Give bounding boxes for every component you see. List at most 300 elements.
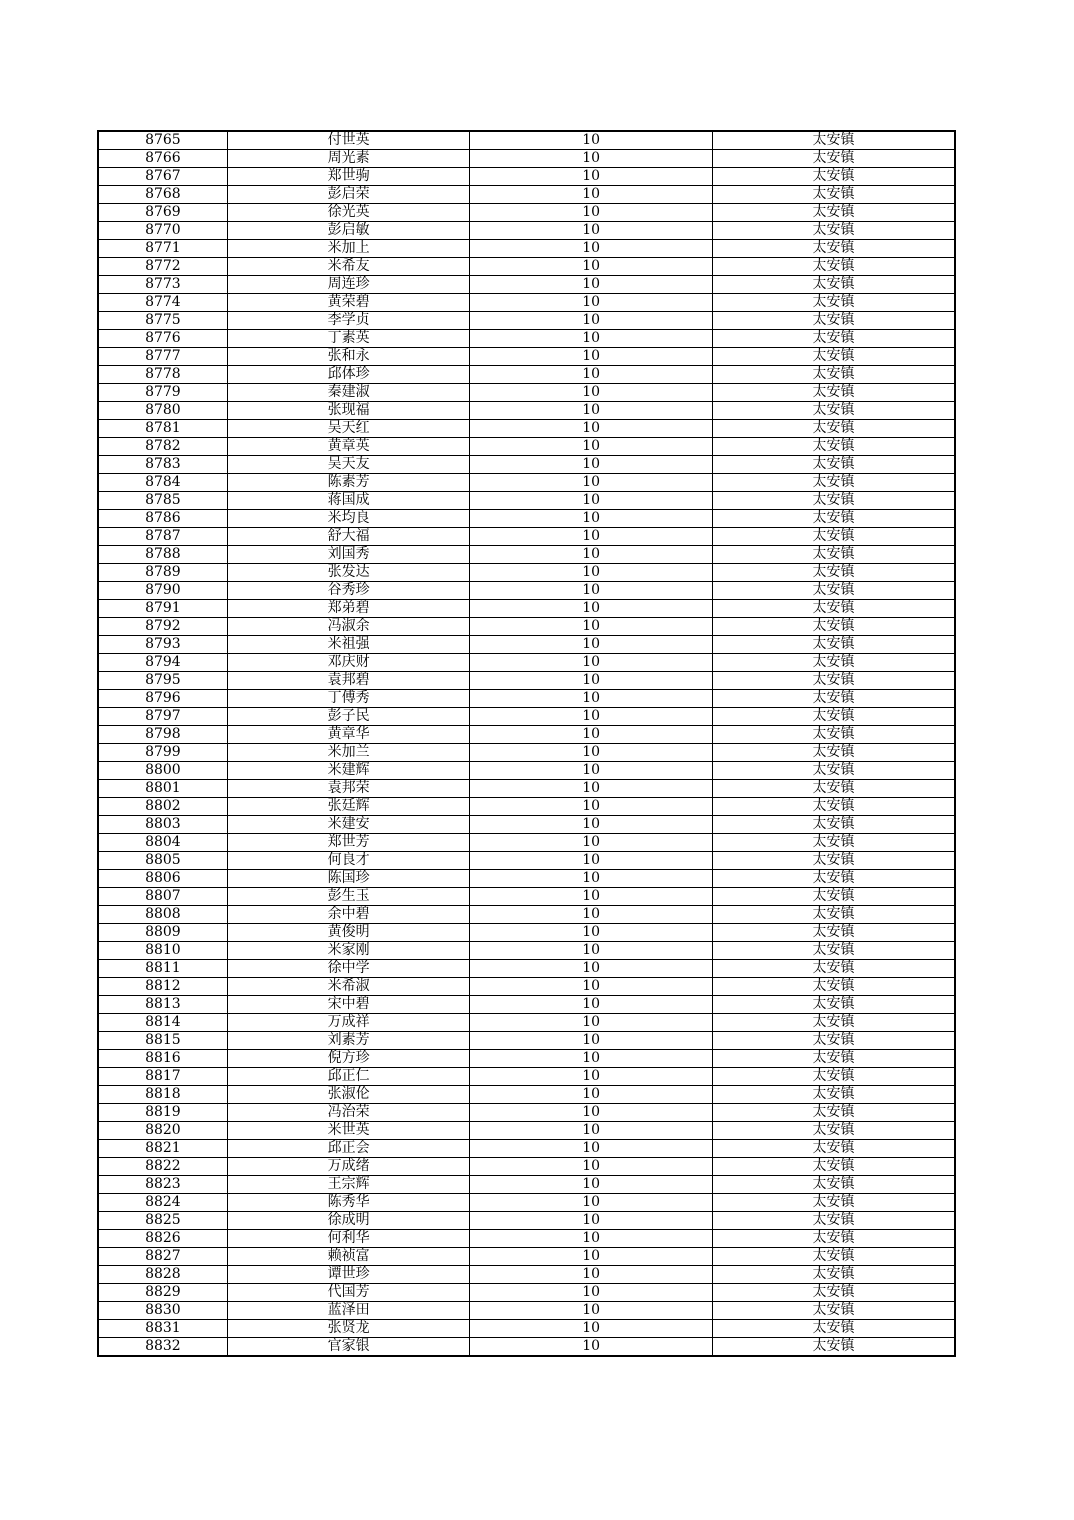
name-cell: 吴天友 (227, 456, 470, 474)
table-row (98, 1158, 955, 1176)
town-cell: 太安镇 (712, 1248, 955, 1266)
amount-cell: 10 (470, 474, 713, 492)
name-cell: 刘素芳 (227, 1032, 470, 1050)
town-cell: 太安镇 (712, 276, 955, 294)
table-row (98, 906, 955, 924)
name-cell: 黄荣碧 (227, 294, 470, 312)
row-id-cell: 8832 (98, 1338, 227, 1357)
amount-cell: 10 (470, 600, 713, 618)
name-cell: 李学贞 (227, 312, 470, 330)
name-cell: 张现福 (227, 402, 470, 420)
town-cell: 太安镇 (712, 618, 955, 636)
town-cell: 太安镇 (712, 888, 955, 906)
name-cell: 冯治荣 (227, 1104, 470, 1122)
row-id-cell: 8791 (98, 600, 227, 618)
table-body (98, 131, 955, 1356)
name-cell: 宋中碧 (227, 996, 470, 1014)
town-cell: 太安镇 (712, 942, 955, 960)
row-id-cell: 8765 (98, 131, 227, 150)
row-id-cell: 8818 (98, 1086, 227, 1104)
table-row (98, 798, 955, 816)
amount-cell: 10 (470, 1176, 713, 1194)
table-row (98, 780, 955, 798)
table-row (98, 1266, 955, 1284)
name-cell: 张廷辉 (227, 798, 470, 816)
row-id-cell: 8830 (98, 1302, 227, 1320)
town-cell: 太安镇 (712, 240, 955, 258)
name-cell: 郑世芳 (227, 834, 470, 852)
town-cell: 太安镇 (712, 294, 955, 312)
row-id-cell: 8800 (98, 762, 227, 780)
row-id-cell: 8795 (98, 672, 227, 690)
town-cell: 太安镇 (712, 1230, 955, 1248)
table-row (98, 942, 955, 960)
amount-cell: 10 (470, 744, 713, 762)
town-cell: 太安镇 (712, 1320, 955, 1338)
name-cell: 彭启荣 (227, 186, 470, 204)
town-cell: 太安镇 (712, 1032, 955, 1050)
row-id-cell: 8809 (98, 924, 227, 942)
table-row (98, 924, 955, 942)
amount-cell: 10 (470, 204, 713, 222)
table-row (98, 960, 955, 978)
row-id-cell: 8820 (98, 1122, 227, 1140)
town-cell: 太安镇 (712, 1302, 955, 1320)
row-id-cell: 8801 (98, 780, 227, 798)
town-cell: 太安镇 (712, 528, 955, 546)
amount-cell: 10 (470, 834, 713, 852)
amount-cell: 10 (470, 222, 713, 240)
town-cell: 太安镇 (712, 384, 955, 402)
row-id-cell: 8771 (98, 240, 227, 258)
table-row (98, 1320, 955, 1338)
amount-cell: 10 (470, 888, 713, 906)
row-id-cell: 8768 (98, 186, 227, 204)
table-row (98, 870, 955, 888)
amount-cell: 10 (470, 1050, 713, 1068)
amount-cell: 10 (470, 528, 713, 546)
amount-cell: 10 (470, 978, 713, 996)
amount-cell: 10 (470, 690, 713, 708)
row-id-cell: 8825 (98, 1212, 227, 1230)
town-cell: 太安镇 (712, 312, 955, 330)
amount-cell: 10 (470, 780, 713, 798)
town-cell: 太安镇 (712, 258, 955, 276)
town-cell: 太安镇 (712, 330, 955, 348)
name-cell: 米建辉 (227, 762, 470, 780)
row-id-cell: 8786 (98, 510, 227, 528)
name-cell: 邓庆财 (227, 654, 470, 672)
town-cell: 太安镇 (712, 582, 955, 600)
town-cell: 太安镇 (712, 780, 955, 798)
row-id-cell: 8817 (98, 1068, 227, 1086)
town-cell: 太安镇 (712, 1050, 955, 1068)
row-id-cell: 8806 (98, 870, 227, 888)
town-cell: 太安镇 (712, 1140, 955, 1158)
amount-cell: 10 (470, 1338, 713, 1357)
town-cell: 太安镇 (712, 834, 955, 852)
name-cell: 徐中学 (227, 960, 470, 978)
row-id-cell: 8829 (98, 1284, 227, 1302)
table-row (98, 726, 955, 744)
town-cell: 太安镇 (712, 1212, 955, 1230)
town-cell: 太安镇 (712, 762, 955, 780)
name-cell: 张和永 (227, 348, 470, 366)
name-cell: 刘国秀 (227, 546, 470, 564)
table-row (98, 150, 955, 168)
name-cell: 蓝泽田 (227, 1302, 470, 1320)
table-row (98, 1014, 955, 1032)
table-row (98, 131, 955, 150)
row-id-cell: 8769 (98, 204, 227, 222)
row-id-cell: 8778 (98, 366, 227, 384)
town-cell: 太安镇 (712, 1158, 955, 1176)
row-id-cell: 8815 (98, 1032, 227, 1050)
town-cell: 太安镇 (712, 1122, 955, 1140)
name-cell: 官家银 (227, 1338, 470, 1357)
table-row (98, 834, 955, 852)
row-id-cell: 8788 (98, 546, 227, 564)
amount-cell: 10 (470, 564, 713, 582)
table-row (98, 276, 955, 294)
row-id-cell: 8822 (98, 1158, 227, 1176)
town-cell: 太安镇 (712, 960, 955, 978)
row-id-cell: 8781 (98, 420, 227, 438)
row-id-cell: 8772 (98, 258, 227, 276)
amount-cell: 10 (470, 870, 713, 888)
amount-cell: 10 (470, 1194, 713, 1212)
amount-cell: 10 (470, 131, 713, 150)
row-id-cell: 8814 (98, 1014, 227, 1032)
name-cell: 倪方珍 (227, 1050, 470, 1068)
town-cell: 太安镇 (712, 150, 955, 168)
town-cell: 太安镇 (712, 906, 955, 924)
row-id-cell: 8780 (98, 402, 227, 420)
table-row (98, 1194, 955, 1212)
table-row (98, 708, 955, 726)
town-cell: 太安镇 (712, 636, 955, 654)
table-row (98, 582, 955, 600)
name-cell: 郑弟碧 (227, 600, 470, 618)
amount-cell: 10 (470, 1086, 713, 1104)
town-cell: 太安镇 (712, 672, 955, 690)
name-cell: 徐光英 (227, 204, 470, 222)
town-cell: 太安镇 (712, 798, 955, 816)
name-cell: 陈国珍 (227, 870, 470, 888)
table-row (98, 420, 955, 438)
name-cell: 代国芳 (227, 1284, 470, 1302)
table-row (98, 330, 955, 348)
table-row (98, 1248, 955, 1266)
amount-cell: 10 (470, 330, 713, 348)
town-cell: 太安镇 (712, 600, 955, 618)
table-row (98, 204, 955, 222)
row-id-cell: 8792 (98, 618, 227, 636)
table-row (98, 1140, 955, 1158)
name-cell: 蒋国成 (227, 492, 470, 510)
row-id-cell: 8823 (98, 1176, 227, 1194)
amount-cell: 10 (470, 1320, 713, 1338)
name-cell: 张发达 (227, 564, 470, 582)
table-row (98, 672, 955, 690)
table-row (98, 1338, 955, 1357)
table-row (98, 564, 955, 582)
table-row (98, 1212, 955, 1230)
amount-cell: 10 (470, 636, 713, 654)
row-id-cell: 8784 (98, 474, 227, 492)
amount-cell: 10 (470, 672, 713, 690)
amount-cell: 10 (470, 852, 713, 870)
name-cell: 舒大福 (227, 528, 470, 546)
name-cell: 万成祥 (227, 1014, 470, 1032)
town-cell: 太安镇 (712, 546, 955, 564)
town-cell: 太安镇 (712, 996, 955, 1014)
row-id-cell: 8812 (98, 978, 227, 996)
town-cell: 太安镇 (712, 1266, 955, 1284)
name-cell: 郑世驹 (227, 168, 470, 186)
amount-cell: 10 (470, 996, 713, 1014)
table-row (98, 474, 955, 492)
name-cell: 袁邦碧 (227, 672, 470, 690)
amount-cell: 10 (470, 1248, 713, 1266)
row-id-cell: 8775 (98, 312, 227, 330)
name-cell: 周连珍 (227, 276, 470, 294)
name-cell: 王宗辉 (227, 1176, 470, 1194)
amount-cell: 10 (470, 1266, 713, 1284)
town-cell: 太安镇 (712, 870, 955, 888)
town-cell: 太安镇 (712, 366, 955, 384)
name-cell: 丁素英 (227, 330, 470, 348)
town-cell: 太安镇 (712, 744, 955, 762)
row-id-cell: 8770 (98, 222, 227, 240)
town-cell: 太安镇 (712, 1104, 955, 1122)
amount-cell: 10 (470, 240, 713, 258)
table-row (98, 852, 955, 870)
table-row (98, 384, 955, 402)
name-cell: 张贤龙 (227, 1320, 470, 1338)
name-cell: 万成绪 (227, 1158, 470, 1176)
town-cell: 太安镇 (712, 420, 955, 438)
row-id-cell: 8789 (98, 564, 227, 582)
amount-cell: 10 (470, 402, 713, 420)
table-row (98, 438, 955, 456)
table-row (98, 348, 955, 366)
row-id-cell: 8773 (98, 276, 227, 294)
row-id-cell: 8807 (98, 888, 227, 906)
town-cell: 太安镇 (712, 204, 955, 222)
name-cell: 张淑伦 (227, 1086, 470, 1104)
name-cell: 米世英 (227, 1122, 470, 1140)
table-row (98, 888, 955, 906)
amount-cell: 10 (470, 1140, 713, 1158)
row-id-cell: 8804 (98, 834, 227, 852)
amount-cell: 10 (470, 1014, 713, 1032)
town-cell: 太安镇 (712, 456, 955, 474)
table-row (98, 1302, 955, 1320)
name-cell: 余中碧 (227, 906, 470, 924)
table-row (98, 996, 955, 1014)
name-cell: 米建安 (227, 816, 470, 834)
amount-cell: 10 (470, 816, 713, 834)
row-id-cell: 8805 (98, 852, 227, 870)
amount-cell: 10 (470, 438, 713, 456)
amount-cell: 10 (470, 1122, 713, 1140)
amount-cell: 10 (470, 168, 713, 186)
town-cell: 太安镇 (712, 131, 955, 150)
row-id-cell: 8799 (98, 744, 227, 762)
row-id-cell: 8774 (98, 294, 227, 312)
row-id-cell: 8777 (98, 348, 227, 366)
name-cell: 陈素芳 (227, 474, 470, 492)
row-id-cell: 8808 (98, 906, 227, 924)
table-row (98, 528, 955, 546)
amount-cell: 10 (470, 618, 713, 636)
town-cell: 太安镇 (712, 492, 955, 510)
row-id-cell: 8782 (98, 438, 227, 456)
name-cell: 谭世珍 (227, 1266, 470, 1284)
amount-cell: 10 (470, 906, 713, 924)
row-id-cell: 8819 (98, 1104, 227, 1122)
name-cell: 谷秀珍 (227, 582, 470, 600)
table-row (98, 1284, 955, 1302)
town-cell: 太安镇 (712, 852, 955, 870)
amount-cell: 10 (470, 1284, 713, 1302)
town-cell: 太安镇 (712, 1176, 955, 1194)
name-cell: 何利华 (227, 1230, 470, 1248)
table-row (98, 492, 955, 510)
row-id-cell: 8811 (98, 960, 227, 978)
town-cell: 太安镇 (712, 708, 955, 726)
table-row (98, 816, 955, 834)
table-row (98, 762, 955, 780)
amount-cell: 10 (470, 762, 713, 780)
name-cell: 赖祯富 (227, 1248, 470, 1266)
row-id-cell: 8816 (98, 1050, 227, 1068)
table-row (98, 402, 955, 420)
name-cell: 陈秀华 (227, 1194, 470, 1212)
row-id-cell: 8766 (98, 150, 227, 168)
table-row (98, 294, 955, 312)
name-cell: 付世英 (227, 131, 470, 150)
town-cell: 太安镇 (712, 438, 955, 456)
row-id-cell: 8790 (98, 582, 227, 600)
amount-cell: 10 (470, 258, 713, 276)
town-cell: 太安镇 (712, 1284, 955, 1302)
row-id-cell: 8794 (98, 654, 227, 672)
amount-cell: 10 (470, 1230, 713, 1248)
amount-cell: 10 (470, 582, 713, 600)
name-cell: 米均良 (227, 510, 470, 528)
name-cell: 黄俊明 (227, 924, 470, 942)
row-id-cell: 8803 (98, 816, 227, 834)
town-cell: 太安镇 (712, 690, 955, 708)
name-cell: 冯淑余 (227, 618, 470, 636)
amount-cell: 10 (470, 1212, 713, 1230)
data-table (97, 130, 956, 1357)
name-cell: 米希友 (227, 258, 470, 276)
row-id-cell: 8783 (98, 456, 227, 474)
amount-cell: 10 (470, 942, 713, 960)
table-row (98, 258, 955, 276)
table-row (98, 1104, 955, 1122)
table-row (98, 312, 955, 330)
amount-cell: 10 (470, 1302, 713, 1320)
town-cell: 太安镇 (712, 1014, 955, 1032)
row-id-cell: 8793 (98, 636, 227, 654)
town-cell: 太安镇 (712, 1338, 955, 1357)
row-id-cell: 8787 (98, 528, 227, 546)
name-cell: 邱正仁 (227, 1068, 470, 1086)
row-id-cell: 8810 (98, 942, 227, 960)
table-row (98, 456, 955, 474)
town-cell: 太安镇 (712, 654, 955, 672)
table-row (98, 600, 955, 618)
row-id-cell: 8797 (98, 708, 227, 726)
town-cell: 太安镇 (712, 978, 955, 996)
amount-cell: 10 (470, 420, 713, 438)
name-cell: 何良才 (227, 852, 470, 870)
table-row (98, 168, 955, 186)
amount-cell: 10 (470, 276, 713, 294)
town-cell: 太安镇 (712, 1194, 955, 1212)
amount-cell: 10 (470, 150, 713, 168)
amount-cell: 10 (470, 1068, 713, 1086)
name-cell: 米祖强 (227, 636, 470, 654)
row-id-cell: 8798 (98, 726, 227, 744)
name-cell: 黄章英 (227, 438, 470, 456)
table-row (98, 1050, 955, 1068)
row-id-cell: 8767 (98, 168, 227, 186)
table-row (98, 1032, 955, 1050)
amount-cell: 10 (470, 726, 713, 744)
table-row (98, 654, 955, 672)
amount-cell: 10 (470, 384, 713, 402)
table-row (98, 510, 955, 528)
table-row (98, 186, 955, 204)
name-cell: 米加兰 (227, 744, 470, 762)
amount-cell: 10 (470, 1104, 713, 1122)
name-cell: 丁傅秀 (227, 690, 470, 708)
name-cell: 彭子民 (227, 708, 470, 726)
name-cell: 彭启敏 (227, 222, 470, 240)
amount-cell: 10 (470, 186, 713, 204)
amount-cell: 10 (470, 960, 713, 978)
name-cell: 邱正会 (227, 1140, 470, 1158)
name-cell: 米家刚 (227, 942, 470, 960)
town-cell: 太安镇 (712, 510, 955, 528)
table-row (98, 1176, 955, 1194)
table-row (98, 1068, 955, 1086)
row-id-cell: 8826 (98, 1230, 227, 1248)
name-cell: 吴天红 (227, 420, 470, 438)
table-row (98, 636, 955, 654)
table-row (98, 978, 955, 996)
amount-cell: 10 (470, 654, 713, 672)
row-id-cell: 8831 (98, 1320, 227, 1338)
table-row (98, 366, 955, 384)
row-id-cell: 8827 (98, 1248, 227, 1266)
amount-cell: 10 (470, 312, 713, 330)
town-cell: 太安镇 (712, 186, 955, 204)
row-id-cell: 8813 (98, 996, 227, 1014)
table-row (98, 744, 955, 762)
town-cell: 太安镇 (712, 726, 955, 744)
row-id-cell: 8821 (98, 1140, 227, 1158)
amount-cell: 10 (470, 1032, 713, 1050)
town-cell: 太安镇 (712, 168, 955, 186)
town-cell: 太安镇 (712, 816, 955, 834)
name-cell: 秦建淑 (227, 384, 470, 402)
